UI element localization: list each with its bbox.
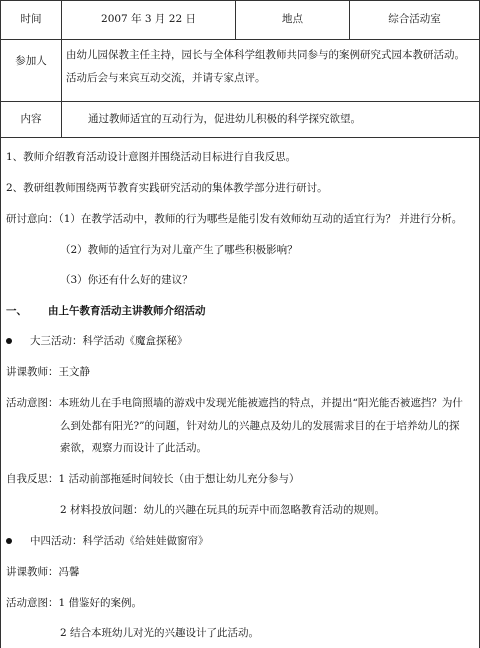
content-text: 通过教师适宜的互动行为，促进幼儿积极的科学探究欲望。	[88, 113, 361, 125]
activity-1-teacher: 讲课教师：王文静	[6, 366, 90, 378]
research-question-3: （3）你还有什么好的建议？	[60, 274, 193, 286]
row-divider-2	[0, 101, 480, 102]
table-border-left	[0, 0, 1, 648]
activity-1-title: 大三活动：科学活动《魔盒探秘》	[30, 335, 188, 347]
section-title: 由上午教育活动主讲教师介绍活动	[48, 305, 206, 317]
time-value: 2007 年 3 月 22 日	[101, 13, 196, 25]
bullet-2	[6, 534, 12, 548]
row-divider-1	[0, 39, 480, 40]
row-divider-3	[0, 137, 480, 138]
activity-2-title: 中四活动：科学活动《给娃娃做窗帘》	[30, 535, 209, 547]
activity-2-intent-1: 活动意图：1 借鉴好的案例。	[6, 597, 143, 609]
participants-label: 参加人	[15, 55, 47, 67]
section-number: 一、	[6, 305, 27, 317]
bullet-1	[6, 334, 12, 348]
activity-1-reflection-1: 自我反思：1 活动前部拖延时间较长（由于想让幼儿充分参与）	[6, 473, 300, 485]
time-label: 时间	[20, 13, 42, 25]
activity-2-teacher: 讲课教师：冯馨	[6, 566, 80, 578]
table-border-top	[0, 0, 480, 1]
place-label: 地点	[282, 13, 303, 25]
research-question-2: （2）教师的适宜行为对儿童产生了哪些积极影响？	[60, 244, 298, 256]
activity-1-reflection-2: 2 材料投放问题：幼儿的兴趣在玩具的玩弄中而忽略教育活动的规则。	[60, 504, 386, 516]
activity-1-intent-line-2: 么到处都有阳光?”的问题，针对幼儿的兴趣点及幼儿的发展需求目的在于培养幼儿的探	[60, 420, 460, 432]
content-label: 内容	[20, 113, 42, 125]
participants-line-2: 活动后会与来宾互动交流，并请专家点评。	[66, 72, 266, 84]
paragraph-2: 2、教研组教师围绕两节教育实践研究活动的集体教学部分进行研讨。	[6, 182, 328, 194]
participants-line-1: 由幼儿园保教主任主持，园长与全体科学组教师共同参与的案例研究式园本教研活动。	[66, 49, 465, 61]
activity-2-intent-2: 2 结合本班幼儿对光的兴趣设计了此活动。	[60, 627, 260, 639]
activity-1-intent-line-3: 索欲，观察力而设计了此活动。	[60, 442, 207, 454]
activity-1-intent-line-1: 活动意图：本班幼儿在手电筒照墙的游戏中发现光能被遮挡的特点，并提出“阳光能否被遮挡？为什	[6, 397, 463, 409]
research-intent: 研讨意向：（1）在教学活动中，教师的行为哪些是能引发有效师幼互动的适宜行为？ 并进行分析。	[6, 213, 463, 225]
place-value: 综合活动室	[388, 13, 441, 25]
paragraph-1: 1、教师介绍教育活动设计意图并围绕活动目标进行自我反思。	[6, 151, 297, 163]
